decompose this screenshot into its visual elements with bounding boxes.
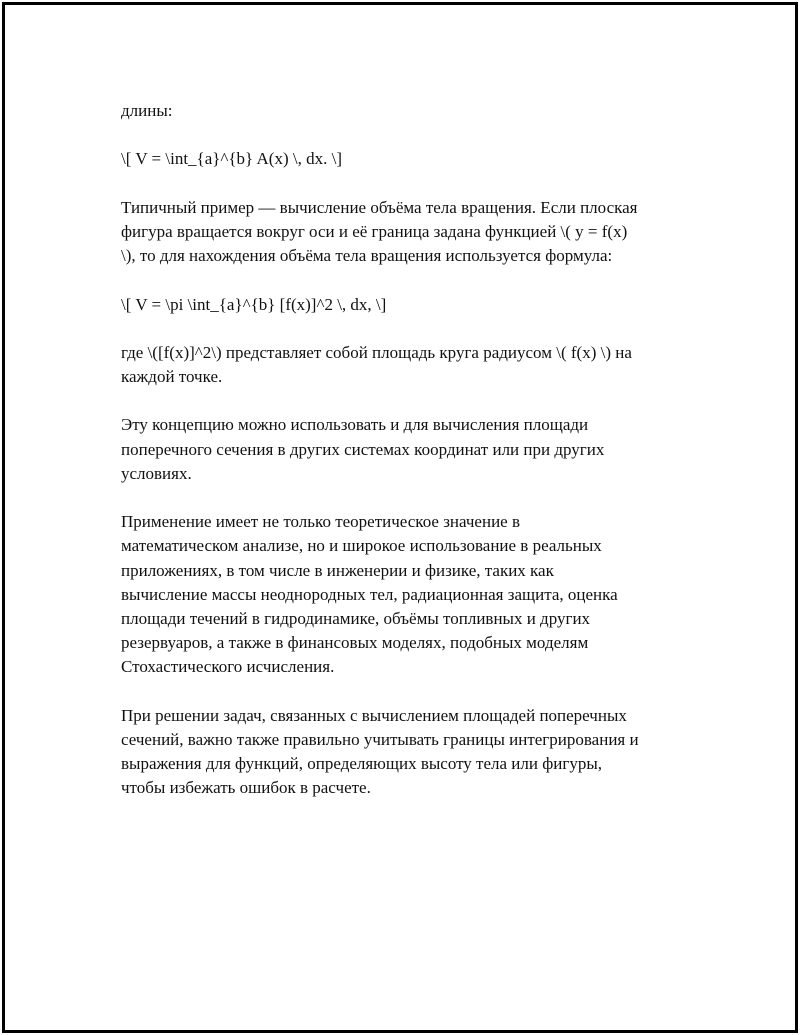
text-line: \), то для нахождения объёма тела вращения используется формула: xyxy=(121,246,613,266)
paragraph-gap xyxy=(121,486,701,510)
paragraph-intro-fragment xyxy=(121,99,701,123)
paragraph-conclusion xyxy=(121,704,701,801)
text-line: фигура вращается вокруг оси и её граница задана функцией \( y = f(x) xyxy=(121,221,628,241)
paragraph-circle-area xyxy=(121,341,701,389)
text-line: поперечного сечения в других системах координат или при других xyxy=(121,439,605,459)
formula-line: \[ V = \int_{a}^{b} A(x) \, dx. \] xyxy=(121,149,342,169)
paragraph-gap xyxy=(121,123,701,147)
paragraph-applications xyxy=(121,510,701,679)
text-line: каждой точке. xyxy=(121,367,223,387)
paragraph-gap xyxy=(121,172,701,196)
text-line: где \([f(x)]^2\) представляет собой площадь круга радиусом \( f(x) \) на xyxy=(121,342,632,362)
text-line: условиях. xyxy=(121,463,192,483)
paragraph-concept xyxy=(121,413,701,486)
text-line: выражения для функций, определяющих высоту тела или фигуры, xyxy=(121,754,602,774)
text-line: резервуаров, а также в финансовых моделях, подобных моделям xyxy=(121,633,589,653)
formula-volume xyxy=(121,147,701,171)
text-line: вычисление массы неоднородных тел, радиационная защита, оценка xyxy=(121,584,618,604)
text-line: При решении задач, связанных с вычислением площадей поперечных xyxy=(121,705,627,725)
text-line: Эту концепцию можно использовать и для вычисления площади xyxy=(121,415,589,435)
text-line: Применение имеет не только теоретическое значение в xyxy=(121,512,520,532)
paragraph-gap xyxy=(121,389,701,413)
text-line: математическом анализе, но и широкое использование в реальных xyxy=(121,536,602,556)
text-line: сечений, важно также правильно учитывать границы интегрирования и xyxy=(121,729,639,749)
document-body xyxy=(121,99,701,800)
formula-line: \[ V = \pi \int_{a}^{b} [f(x)]^2 \, dx, \] xyxy=(121,294,387,314)
text-line: Типичный пример — вычисление объёма тела вращения. Если плоская xyxy=(121,197,638,217)
text-line: приложениях, в том числе в инженерии и физике, таких как xyxy=(121,560,554,580)
text-line: чтобы избежать ошибок в расчете. xyxy=(121,778,371,798)
paragraph-gap xyxy=(121,268,701,292)
text-line: длины: xyxy=(121,101,173,120)
text-line: Стохастического исчисления. xyxy=(121,657,335,677)
paragraph-gap xyxy=(121,317,701,341)
formula-rotation-volume xyxy=(121,293,701,317)
paragraph-gap xyxy=(121,680,701,704)
paragraph-rotation-example xyxy=(121,196,701,269)
page-frame xyxy=(2,2,798,1033)
text-line: площади течений в гидродинамике, объёмы топливных и других xyxy=(121,608,591,628)
